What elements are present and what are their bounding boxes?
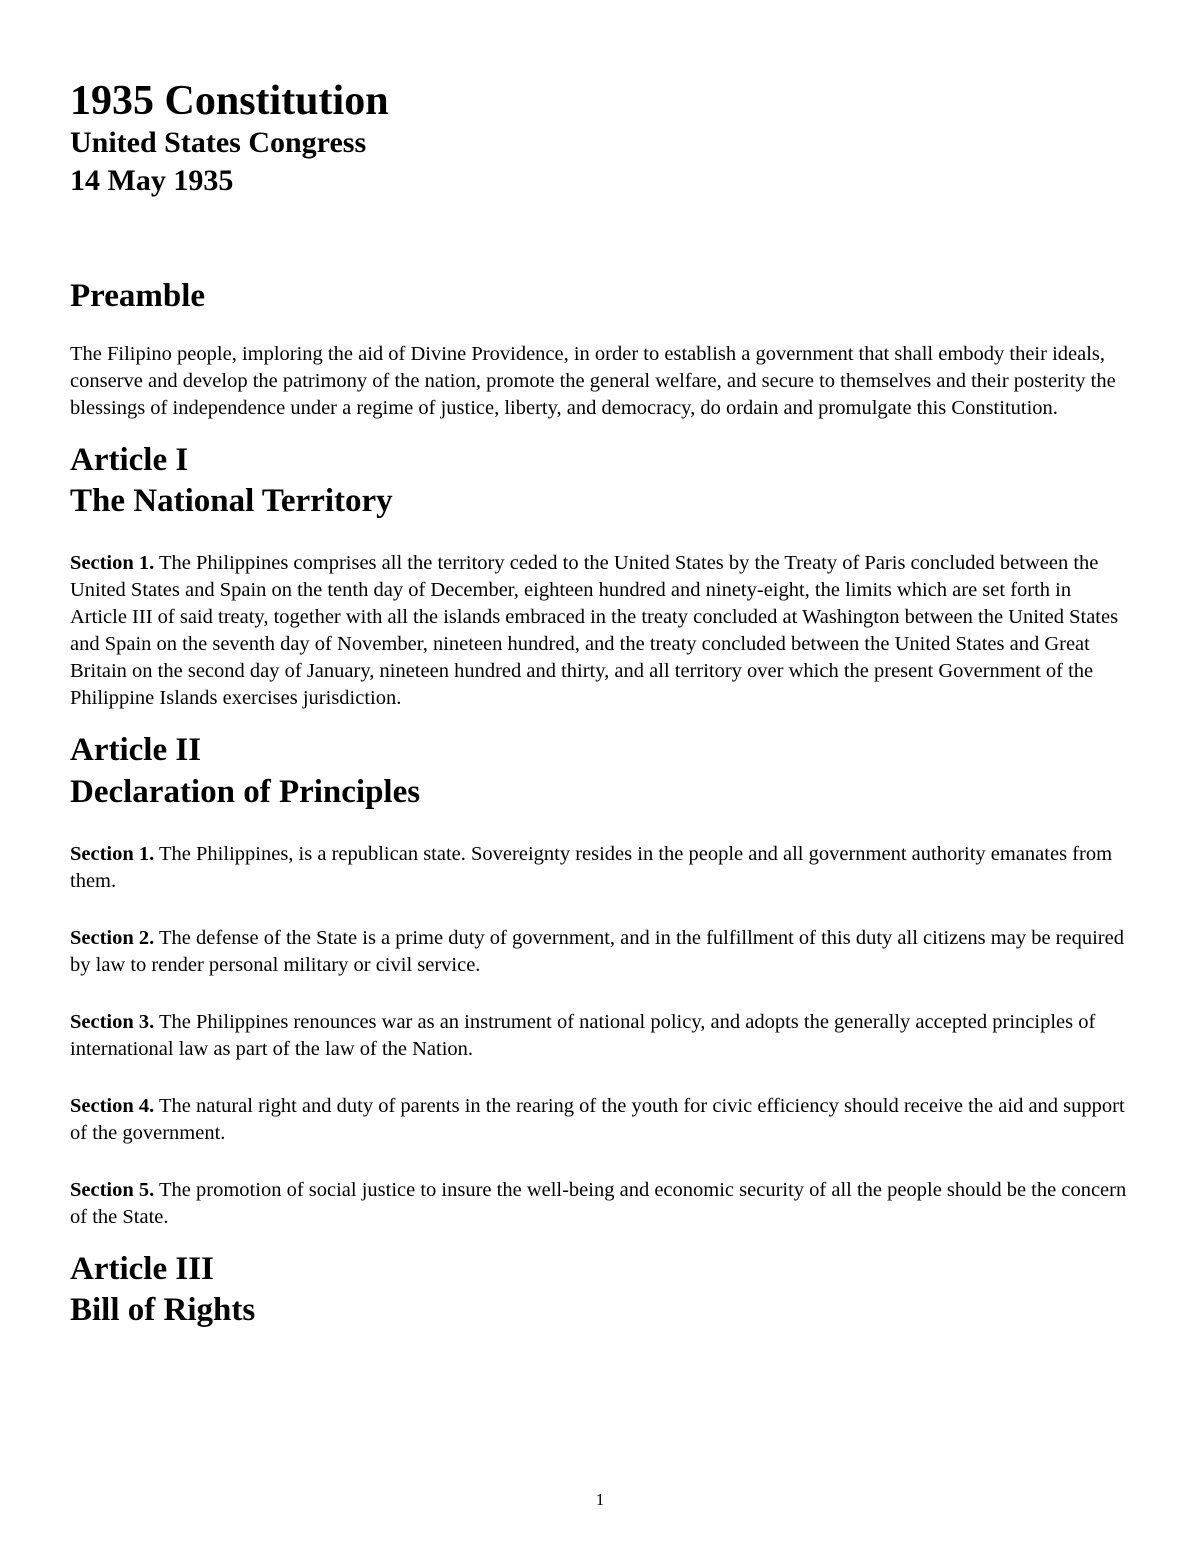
article-1 xyxy=(70,440,1130,713)
article-number: Article I xyxy=(70,441,189,478)
article-section xyxy=(70,925,1130,979)
section-text: The natural right and duty of parents in the rearing of the youth for civic efficiency should receive the aid and support of the government. xyxy=(70,1094,1125,1144)
section-text: The Philippines renounces war as an instrument of national policy, and adopts the generally accepted principles of international law as part of the law of the Nation. xyxy=(70,1010,1096,1060)
document-author: United States Congress xyxy=(70,126,367,160)
preamble-text: The Filipino people, imploring the aid of Divine Providence, in order to establish a government that shall embody their ideals, conserve and develop the patrimony of the nation, promote the general welfare, and secure to themselves and their posterity the blessings of independence under a regime of justice, liberty, and democracy, do ordain and promulgate this Constitution. xyxy=(70,342,1116,419)
preamble-heading: Preamble xyxy=(70,278,206,315)
section-label: Section 2. xyxy=(70,926,155,949)
document-date: 14 May 1935 xyxy=(70,163,234,197)
article-section xyxy=(70,550,1130,712)
section-text: The promotion of social justice to insure the well-being and economic security of all the people should be the concern of the State. xyxy=(70,1178,1127,1228)
article-section xyxy=(70,1009,1130,1063)
article-number: Article II xyxy=(70,732,202,769)
section-text: The defense of the State is a prime duty of government, and in the fulfillment of this duty all citizens may be required by law to render personal military or civil service. xyxy=(70,926,1124,976)
section-text: The Philippines comprises all the territory ceded to the United States by the Treaty of Paris concluded between the United States and Spain on the tenth day of December, eighteen hundred and ninety-eight, the limits which are set forth in Article III of said treaty, together with all the islands embraced in the treaty concluded at Washington between the United States and Spain on the seventh day of November, nineteen hundred, and the treaty concluded between the United States and Great Britain on the second day of January, nineteen hundred and thirty, and all territory over which the present Government of the Philippine Islands exercises jurisdiction. xyxy=(70,552,1119,710)
document-header xyxy=(70,78,1130,199)
section-label: Section 1. xyxy=(70,552,155,575)
document-title: 1935 Constitution xyxy=(70,78,389,124)
document-page xyxy=(70,70,1130,1331)
article-number: Article III xyxy=(70,1250,214,1287)
section-label: Section 4. xyxy=(70,1094,155,1117)
article-title: The National Territory xyxy=(70,483,393,520)
page-number: 1 xyxy=(595,1490,605,1509)
section-label: Section 1. xyxy=(70,842,155,865)
preamble xyxy=(70,277,1130,422)
article-section xyxy=(70,1093,1130,1147)
section-label: Section 5. xyxy=(70,1178,155,1201)
article-2 xyxy=(70,730,1130,1231)
section-label: Section 3. xyxy=(70,1010,155,1033)
article-3 xyxy=(70,1249,1130,1332)
article-title: Declaration of Principles xyxy=(70,773,421,810)
article-section xyxy=(70,841,1130,895)
article-section xyxy=(70,1177,1130,1231)
section-text: The Philippines, is a republican state. Sovereignty resides in the people and all government authority emanates from them. xyxy=(70,842,1113,892)
article-title: Bill of Rights xyxy=(70,1292,256,1329)
